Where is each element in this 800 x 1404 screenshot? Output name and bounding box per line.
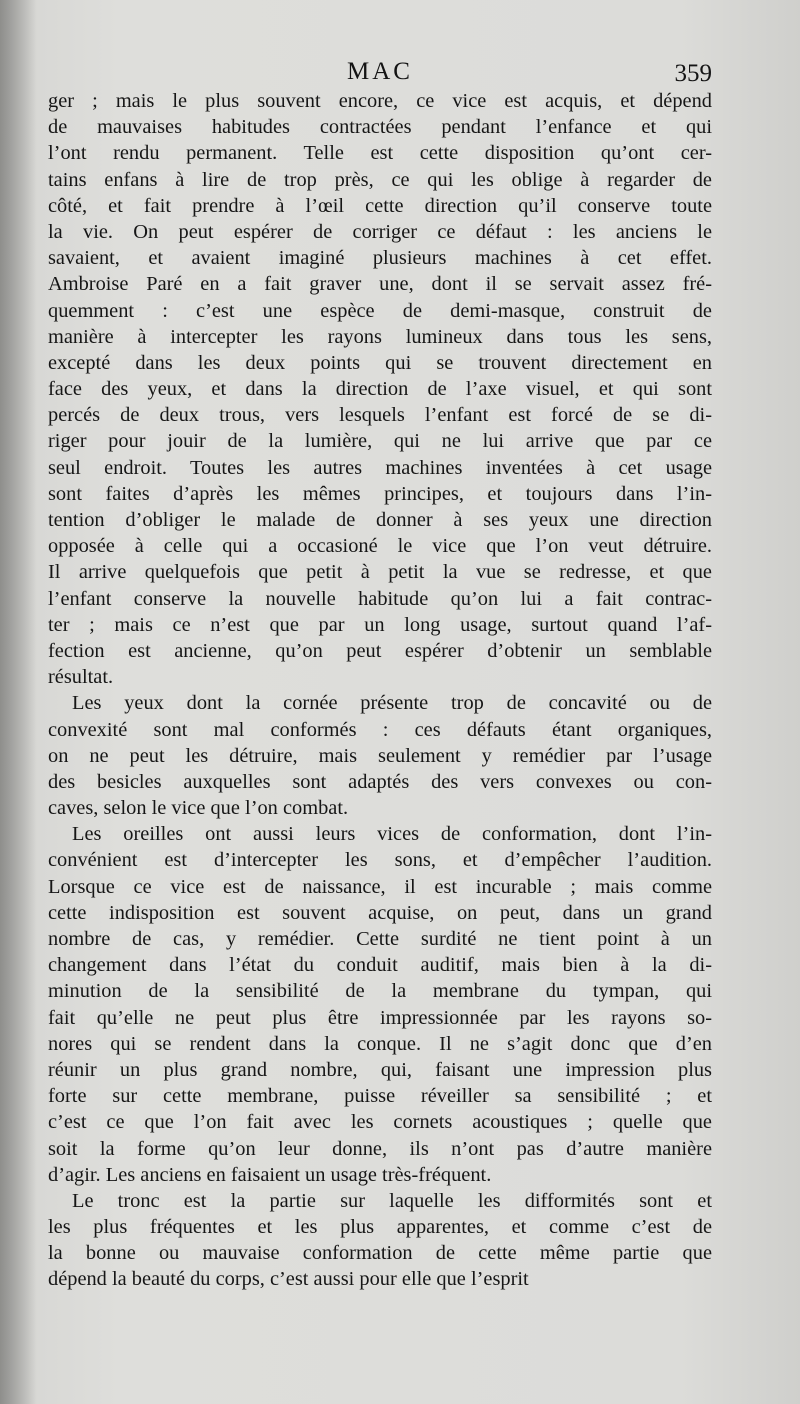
text-line: fait qu’elle ne peut plus être impressionnée par les rayons so-	[48, 1006, 712, 1029]
text-line: manière à intercepter les rayons lumineux dans tous les sens,	[48, 325, 712, 348]
text-line: convénient est d’intercepter les sons, et d’empêcher l’audition.	[48, 849, 712, 872]
page-header	[48, 58, 712, 92]
paragraph	[48, 690, 712, 821]
text-line: riger pour jouir de la lumière, qui ne lui arrive que par ce	[48, 430, 712, 453]
gutter-shadow	[0, 0, 36, 1404]
text-line: forte sur cette membrane, puisse réveiller sa sensibilité ; et	[48, 1085, 712, 1108]
text-line: Lorsque ce vice est de naissance, il est incurable ; mais comme	[48, 875, 712, 898]
text-line: ger ; mais le plus souvent encore, ce vice est acquis, et dépend	[48, 90, 712, 112]
text-line: côté, et fait prendre à l’œil cette direction qu’il conserve toute	[48, 194, 712, 217]
text-line: seul endroit. Toutes les autres machines inventées à cet usage	[48, 456, 712, 479]
text-line: c’est ce que l’on fait avec les cornets acoustiques ; quelle que	[48, 1111, 712, 1134]
text-line: soit la forme qu’on leur donne, ils n’ont pas d’autre manière	[48, 1137, 712, 1160]
text-line: minution de la sensibilité de la membrane du tympan, qui	[48, 980, 712, 1003]
text-line: quemment : c’est une espèce de demi-masque, construit de	[48, 299, 712, 322]
text-line: l’ont rendu permanent. Telle est cette disposition qu’ont cer-	[48, 142, 712, 165]
text-line: ter ; mais ce n’est que par un long usage, surtout quand l’af-	[48, 613, 712, 636]
text-line: des besicles auxquelles sont adaptés des vers convexes ou con-	[48, 770, 712, 793]
text-line: caves, selon le vice que l’on combat.	[48, 797, 349, 820]
text-line: de mauvaises habitudes contractées pendant l’enfance et qui	[48, 116, 712, 139]
text-line: convexité sont mal conformés : ces défauts étant organiques,	[48, 718, 712, 741]
text-line: les plus fréquentes et les plus apparentes, et comme c’est de	[48, 1216, 712, 1239]
body-text	[48, 88, 712, 1293]
text-line: sont faites d’après les mêmes principes, et toujours dans l’in-	[48, 482, 712, 505]
text-line: excepté dans les deux points qui se trouvent directement en	[48, 351, 712, 374]
text-line: Les yeux dont la cornée présente trop de concavité ou de	[72, 692, 712, 715]
paragraph	[48, 1188, 712, 1293]
text-line: tention d’obliger le malade de donner à ses yeux une direction	[48, 509, 712, 531]
text-line: tains enfans à lire de trop près, ce qui les oblige à regarder de	[48, 168, 712, 191]
text-line: l’enfant conserve la nouvelle habitude qu’on lui a fait contrac-	[48, 587, 712, 610]
text-line: Les oreilles ont aussi leurs vices de conformation, dont l’in-	[72, 823, 712, 846]
text-line: dépend la beauté du corps, c’est aussi pour elle que l’esprit	[48, 1268, 529, 1291]
text-line: réunir un plus grand nombre, qui, faisant une impression plus	[48, 1058, 712, 1081]
text-line: face des yeux, et dans la direction de l’axe visuel, et qui sont	[48, 378, 712, 401]
text-line: cette indisposition est souvent acquise, on peut, dans un grand	[48, 901, 712, 924]
text-line: changement dans l’état du conduit auditif, mais bien à la di-	[48, 954, 712, 977]
text-line: savaient, et avaient imaginé plusieurs machines à cet effet.	[48, 247, 712, 270]
text-line: on ne peut les détruire, mais seulement y remédier par l’usage	[48, 744, 712, 767]
text-line: percés de deux trous, vers lesquels l’enfant est forcé de se di-	[48, 404, 712, 427]
text-line: nores qui se rendent dans la conque. Il ne s’agit donc que d’en	[48, 1032, 712, 1055]
paragraph	[48, 88, 712, 690]
text-line: la bonne ou mauvaise conformation de cette même partie que	[48, 1242, 712, 1265]
text-line: Le tronc est la partie sur laquelle les difformités sont et	[72, 1189, 712, 1212]
running-head: MAC	[347, 58, 413, 85]
text-line: d’agir. Les anciens en faisaient un usage très-fréquent.	[48, 1163, 492, 1186]
page-number: 359	[674, 60, 712, 87]
text-line: Il arrive quelquefois que petit à petit la vue se redresse, et que	[48, 561, 712, 584]
paragraph	[48, 821, 712, 1188]
text-line: nombre de cas, y remédier. Cette surdité ne tient point à un	[48, 928, 712, 950]
text-line: opposée à celle qui a occasioné le vice que l’on veut détruire.	[48, 535, 712, 558]
text-line: la vie. On peut espérer de corriger ce défaut : les anciens le	[48, 220, 712, 243]
text-line: fection est ancienne, qu’on peut espérer d’obtenir un semblable	[48, 639, 712, 662]
text-line: Ambroise Paré en a fait graver une, dont il se servait assez fré-	[48, 273, 712, 296]
text-line: résultat.	[48, 666, 114, 689]
